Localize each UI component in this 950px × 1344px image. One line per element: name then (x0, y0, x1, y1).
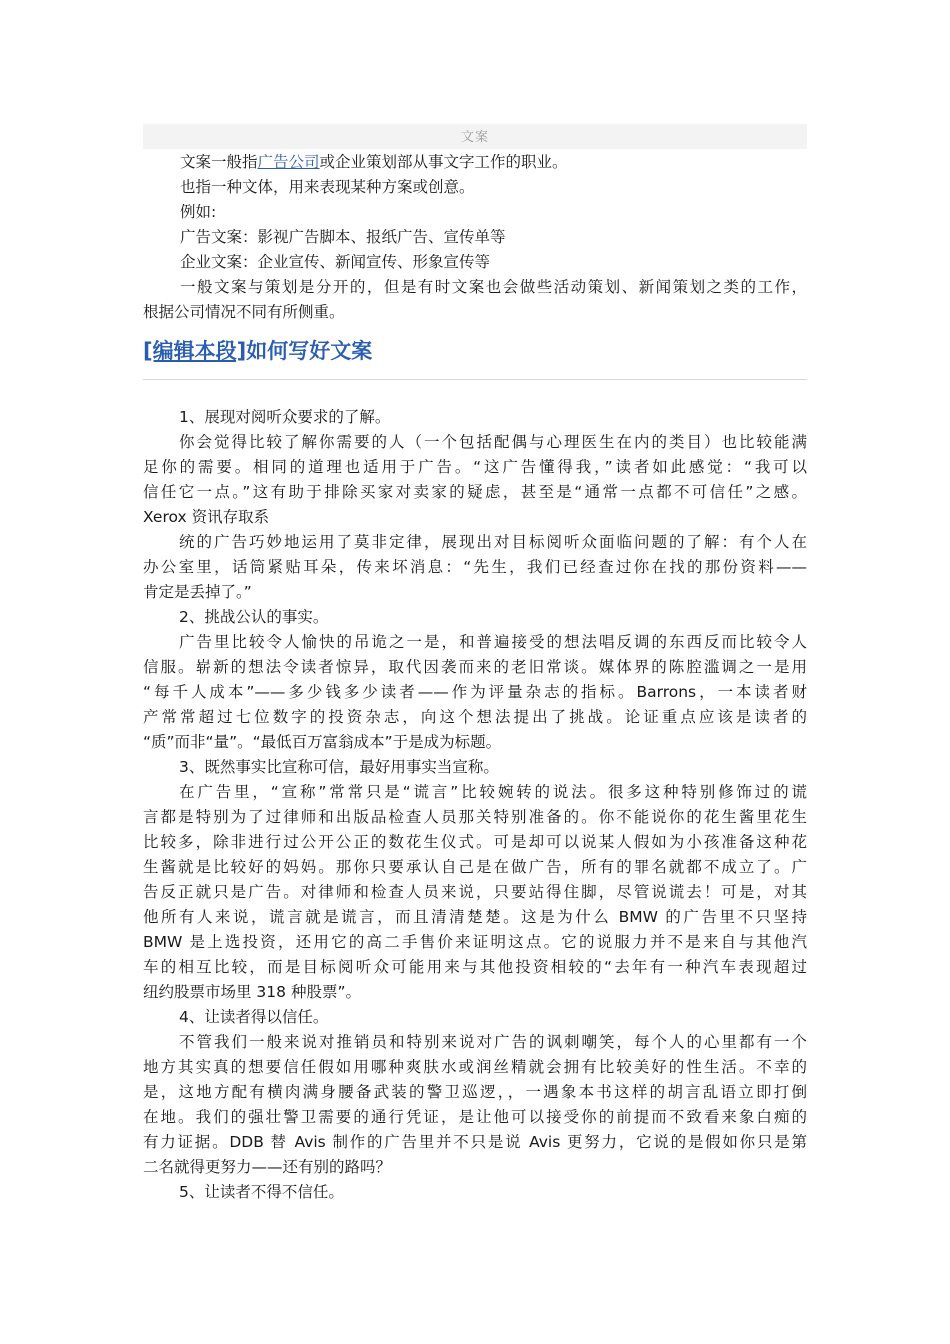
body-line: 1、展现对阅听众要求的了解。 (179, 408, 391, 426)
body-line: 肯定是丢掉了。” (143, 583, 252, 601)
section-divider (143, 379, 807, 380)
body-line: 3、既然事实比宣称可信，最好用事实当宣称。 (179, 758, 499, 776)
edit-section-link[interactable]: [编辑本段] (143, 339, 247, 363)
body-line: 5、让读者不得不信任。 (179, 1183, 344, 1201)
intro-line-3: 例如: (180, 203, 217, 221)
body-line: 广告里比较令人愉快的吊诡之一是，和普遍接受的想法唱反调的东西反而比较令人 (179, 633, 807, 651)
intro-text: 或企业策划部从事文字工作的职业。 (319, 153, 568, 171)
body-line: 言都是特别为了过律师和出版品检查人员那关特别准备的。你不能说你的花生酱里花生 (143, 808, 807, 826)
body-line: 地方其实真的想要信任假如用哪种爽肤水或润丝精就会拥有比较美好的性生活。不幸的 (143, 1058, 807, 1076)
image-caption: 文案 (143, 124, 807, 149)
intro-line-5: 企业文案：企业宣传、新闻宣传、形象宣传等 (180, 253, 491, 271)
body-line: “质”而非“量”。“最低百万富翁成本”于是成为标题。 (143, 733, 502, 751)
body-line: 足你的需要。相同的道理也适用于广告。“这广告懂得我，”读者如此感觉：“我可以 (143, 458, 807, 476)
intro-line-4: 广告文案：影视广告脚本、报纸广告、宣传单等 (180, 228, 506, 246)
body-line: BMW 是上选投资，还用它的高二手售价来证明这点。它的说服力并不是来自与其他汽 (143, 933, 807, 951)
intro-line-6: 一般文案与策划是分开的，但是有时文案也会做些活动策划、新闻策划之类的工作， (180, 278, 807, 296)
section-title-text: 如何写好文案 (246, 339, 373, 363)
body-line: 信服。崭新的想法令读者惊异，取代因袭而来的老旧常谈。媒体界的陈腔滥调之一是用 (143, 658, 807, 676)
body-line: 2、挑战公认的事实。 (179, 608, 329, 626)
body-line: 二名就得更努力——还有别的路吗？ (143, 1158, 392, 1176)
body-line: 统的广告巧妙地运用了莫非定律，展现出对目标阅听众面临问题的了解：有个人在 (179, 533, 807, 551)
body-line: 车的相互比较，而是目标阅听众可能用来与其他投资相较的“去年有一种汽车表现超过 (143, 958, 807, 976)
body-line: 有力证据。DDB 替 Avis 制作的广告里并不只是说 Avis 更努力，它说的是假如你只是第 (143, 1133, 807, 1151)
body-line: 在广告里，“宣称”常常只是“谎言”比较婉转的说法。很多这种特别修饰过的谎 (179, 783, 807, 801)
section-heading (143, 334, 372, 368)
body-line: “每千人成本”——多少钱多少读者——作为评量杂志的指标。Barrons，一本读者财 (143, 683, 807, 701)
body-line: Xerox 资讯存取系 (143, 508, 270, 526)
body-line: 他所有人来说，谎言就是谎言，而且清清楚楚。这是为什么 BMW 的广告里不只坚持 (143, 908, 807, 926)
intro-line-2: 也指一种文体，用来表现某种方案或创意。 (180, 178, 475, 196)
body-line: 办公室里，话筒紧贴耳朵，传来坏消息：“先生，我们已经查过你在找的那份资料—— (143, 558, 807, 576)
body-line: 是，这地方配有横肉满身腰备武装的警卫巡逻，，一遇象本书这样的胡言乱语立即打倒 (143, 1083, 807, 1101)
body-line: 纽约股票市场里 318 种股票”。 (143, 983, 361, 1001)
body-line: 你会觉得比较了解你需要的人（一个包括配偶与心理医生在内的类目）也比较能满 (179, 433, 807, 451)
intro-text: 文案一般指 (180, 153, 258, 171)
link-ad-company[interactable]: 广告公司 (257, 153, 320, 171)
body-line: 在地。我们的强壮警卫需要的通行凭证，是让他可以接受你的前提而不致看来象白痴的 (143, 1108, 807, 1126)
intro-line-1 (180, 150, 807, 175)
intro-line-7: 根据公司情况不同有所侧重。 (143, 303, 345, 321)
body-line: 生酱就是比较好的妈妈。那你只要承认自己是在做广告，所有的罪名就都不成立了。广 (143, 858, 807, 876)
body-line: 4、让读者得以信任。 (179, 1008, 329, 1026)
body-line: 不管我们一般来说对推销员和特别来说对广告的讽刺嘲笑，每个人的心里都有一个 (179, 1033, 807, 1051)
body-line: 比较多，除非进行过公开公正的数花生仪式。可是却可以说某人假如为小孩准备这种花 (143, 833, 807, 851)
body-line: 告反正就只是广告。对律师和检查人员来说，只要站得住脚，尽管说谎去！可是，对其 (143, 883, 807, 901)
body-line: 产常常超过七位数字的投资杂志，向这个想法提出了挑战。论证重点应该是读者的 (143, 708, 807, 726)
body-line: 信任它一点。”这有助于排除买家对卖家的疑虑，甚至是“通常一点都不可信任”之感。 (143, 483, 807, 501)
